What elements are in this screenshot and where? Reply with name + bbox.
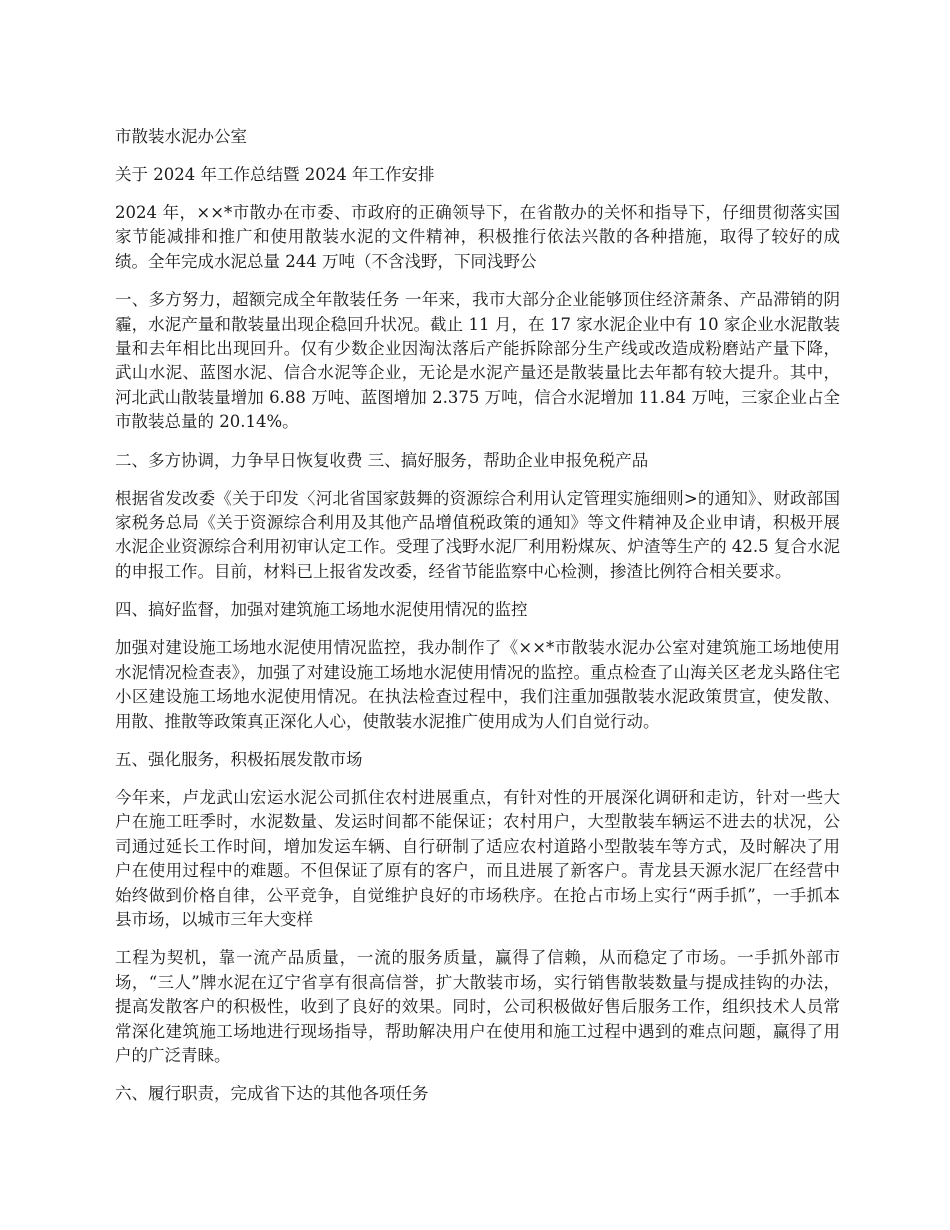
section-1-paragraph: 一、多方努力，超额完成全年散装任务 一年来，我市大部分企业能够顶住经济萧条、产品滞销的阴霾，水泥产量和散装量出现企稳回升状况。截止 11 月，在 17 家水泥企业中有 10 家企业水泥散装量和去年相比出现回升。仅有少数企业因淘汰落后产能拆除部分生产线或改造成粉磨站产量下降，武山水泥、蓝图水泥、信合水泥等企业，无论是水泥产量还是散装量比去年都有较大提升。其中，河北武山散装量增加 6.88 万吨、蓝图增加 2.375 万吨，信合水泥增加 11.84 万吨，三家企业占全市散装总量的 20.14%。 <box>115 290 840 432</box>
section-3-paragraph: 根据省发改委《关于印发〈河北省国家鼓舞的资源综合利用认定管理实施细则>的通知》、财政部国家税务总局《关于资源综合利用及其他产品增值税政策的通知》等文件精神及企业申请，积极开展水泥企业资源综合利用初审认定工作。受理了浅野水泥厂利用粉煤灰、炉渣等生产的 42.5 复合水泥的申报工作。目前，材料已上报省发改委，经省节能监察中心检测，掺渣比例符合相关要求。 <box>115 488 840 581</box>
document-page <box>115 125 840 1120</box>
section-4-paragraph: 加强对建设施工场地水泥使用情况监控，我办制作了《××*市散装水泥办公室对建筑施工场地使用水泥情况检查表》，加强了对建设施工场地水泥使用情况的监控。重点检查了山海关区老龙头路住宅小区建设施工场地水泥使用情况。在执法检查过程中，我们注重加强散装水泥政策贯宣，使发散、用散、推散等政策真正深化人心，使散装水泥推广使用成为人们自觉行动。 <box>115 638 840 731</box>
office-name: 市散装水泥办公室 <box>115 127 247 146</box>
section-4-heading: 四、搞好监督，加强对建筑施工场地水泥使用情况的监控 <box>115 600 528 620</box>
section-5-paragraph-1: 今年来，卢龙武山宏运水泥公司抓住农村进展重点，有针对性的开展深化调研和走访，针对一些大户在施工旺季时，水泥数量、发运时间都不能保证；农村用户，大型散装车辆运不进去的状况，公司通过延长工作时间，增加发运车辆、自行研制了适应农村道路小型散装车等方式，及时解决了用户在使用过程中的难题。不但保证了原有的客户，而且进展了新客户。青龙县天源水泥厂在经营中始终做到价格自律，公平竞争，自觉维护良好的市场秩序。在抢占市场上实行“两手抓”，一手抓本县市场，以城市三年大变样 <box>115 787 840 929</box>
section-5-heading: 五、强化服务，积极拓展发散市场 <box>115 749 363 769</box>
intro-paragraph: 2024 年，××*市散办在市委、市政府的正确领导下，在省散办的关怀和指导下，仔细贯彻落实国家节能减排和推广和使用散装水泥的文件精神，积极推行依法兴散的各种措施，取得了较好的成绩。全年完成水泥总量 244 万吨（不含浅野，下同浅野公 <box>115 203 840 271</box>
section-6-heading: 六、履行职责，完成省下达的其他各项任务 <box>115 1084 429 1104</box>
section-2-3-heading: 二、多方协调，力争早日恢复收费 三、搞好服务，帮助企业申报免税产品 <box>115 450 649 470</box>
section-5-paragraph-2: 工程为契机，靠一流产品质量，一流的服务质量，赢得了信赖，从而稳定了市场。一手抓外部市场，“三人”牌水泥在辽宁省享有很高信誉，扩大散装市场，实行销售散装数量与提成挂钩的办法，提高发散客户的积极性，收到了良好的效果。同时，公司积极做好售后服务工作，组织技术人员常常深化建筑施工场地进行现场指导，帮助解决用户在使用和施工过程中遇到的难点问题，赢得了用户的广泛青睐。 <box>115 948 840 1065</box>
document-title: 关于 2024 年工作总结暨 2024 年工作安排 <box>115 165 435 184</box>
